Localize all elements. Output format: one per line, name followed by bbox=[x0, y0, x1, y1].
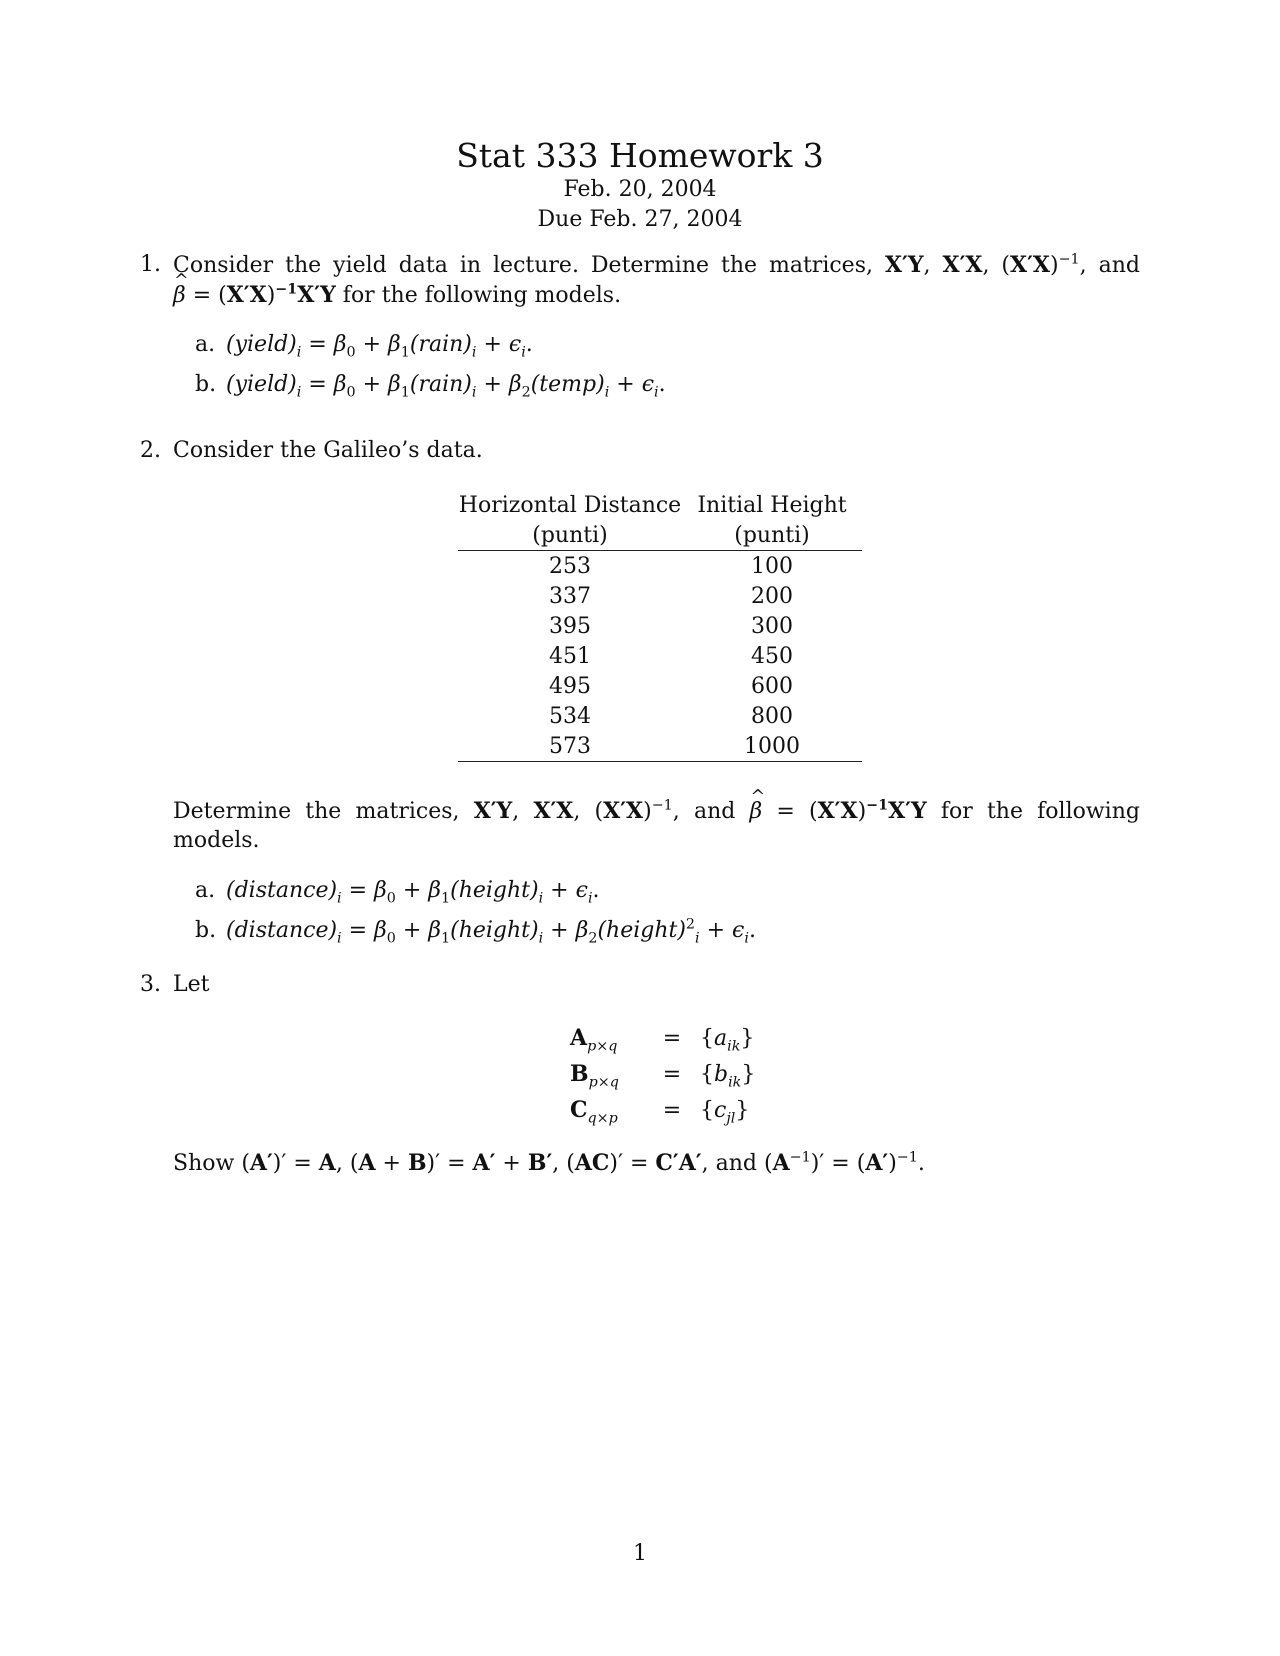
assignment-date: Feb. 20, 2004 bbox=[563, 177, 717, 202]
table-cell: 800 bbox=[751, 703, 793, 729]
table-row bbox=[458, 581, 862, 611]
galileo-table bbox=[458, 490, 862, 762]
definition-c: $C_{q\times p}$ = $\{c_{jl}\}$ bbox=[570, 1097, 750, 1127]
show-and: and bbox=[715, 1151, 757, 1176]
table-cell: 534 bbox=[549, 703, 591, 729]
problem-1a-label: a. bbox=[195, 332, 216, 357]
problem-1-and: and bbox=[1098, 253, 1140, 278]
problem-2a-equation: $(distance)_i = \beta_0$ + $\beta_1(height)_i + \epsilon_i$. bbox=[226, 878, 600, 907]
table-row bbox=[458, 671, 862, 701]
problem-2-determine-line-2: models. bbox=[173, 828, 260, 853]
column-unit-height: (punti) bbox=[734, 522, 810, 548]
problem-1a-equation: $(yield)_i = \beta_0$ + $\beta_1(rain)_i + \epsilon_i$. bbox=[226, 332, 533, 361]
table-cell: 573 bbox=[549, 733, 591, 759]
table-row bbox=[458, 551, 862, 581]
problem-3-intro: Let bbox=[173, 972, 210, 997]
table-rule-bottom bbox=[458, 761, 862, 762]
problem-2-number: 2. bbox=[140, 438, 161, 463]
table-cell: 450 bbox=[751, 643, 793, 669]
problem-2-and: and bbox=[693, 799, 736, 824]
due-date: Due Feb. 27, 2004 bbox=[537, 207, 743, 232]
table-cell: 495 bbox=[549, 673, 591, 699]
problem-1-text: Consider the yield data in lecture. Determine the matrices, bbox=[173, 253, 873, 278]
problem-2-determine-tail: for the following bbox=[940, 799, 1140, 824]
show-word: Show bbox=[173, 1151, 235, 1176]
definition-b: $B_{p\times q}$ = $\{b_{ik}\}$ bbox=[570, 1061, 756, 1091]
table-row bbox=[458, 731, 862, 761]
problem-1-line-2: ^ $\beta = (X'X)^{-1}X'Y$ for the following models. bbox=[173, 282, 621, 308]
table-cell: 100 bbox=[751, 553, 793, 579]
column-unit-distance: (punti) bbox=[532, 522, 608, 548]
problem-2b-label: b. bbox=[195, 918, 217, 943]
problem-2-determine-text: Determine the matrices, bbox=[173, 799, 460, 824]
problem-2-determine-line-1: Determine the matrices, X′Y, X′X, $(X'X)^{-1}$, and ^ $\beta = (X'X)^{-1}X'Y$ for the following bbox=[173, 798, 1140, 824]
table-header-row bbox=[458, 490, 862, 520]
table-cell: 1000 bbox=[744, 733, 800, 759]
problem-1-line-1: Consider the yield data in lecture. Determine the matrices, X′Y, X′X, $(X'X)^{-1}$, and bbox=[173, 251, 1140, 278]
table-cell: 451 bbox=[549, 643, 591, 669]
problem-1-number: 1. bbox=[140, 252, 161, 277]
table-row bbox=[458, 701, 862, 731]
table-cell: 395 bbox=[549, 613, 591, 639]
table-row bbox=[458, 641, 862, 671]
problem-2a-label: a. bbox=[195, 878, 216, 903]
table-cell: 200 bbox=[751, 583, 793, 609]
problem-3-show-statement: Show (A′)′ = A, (A + B)′ = A′ + B′, (AC)′ = C′A′, and $(A^{-1})' = (A')^{-1}$. bbox=[173, 1149, 925, 1176]
table-cell: 253 bbox=[549, 553, 591, 579]
table-row bbox=[458, 611, 862, 641]
problem-1b-label: b. bbox=[195, 372, 217, 397]
problem-1b-equation: $(yield)_i = \beta_0$ + $\beta_1(rain)_i$ + $\beta_2(temp)_i + \epsilon_i$. bbox=[226, 372, 666, 401]
problem-2b-equation: $(distance)_i = \beta_0$ + $\beta_1(height)_i$ + $\beta_2(height)^2_i + \epsilon_i$. bbox=[226, 916, 756, 947]
problem-1-tail: for the following models. bbox=[342, 283, 622, 308]
column-header-height: Initial Height bbox=[697, 492, 847, 518]
column-header-distance: Horizontal Distance bbox=[458, 492, 682, 518]
page-number: 1 bbox=[633, 1541, 647, 1566]
table-cell: 300 bbox=[751, 613, 793, 639]
definition-a: $A_{p\times q}$ = $\{a_{ik}\}$ bbox=[570, 1025, 755, 1055]
problem-3-number: 3. bbox=[140, 972, 161, 997]
table-cell: 337 bbox=[549, 583, 591, 609]
matrix-definitions bbox=[570, 1020, 820, 1128]
problem-2-intro: Consider the Galileo’s data. bbox=[173, 438, 483, 463]
table-unit-row bbox=[458, 520, 862, 550]
page-title: Stat 333 Homework 3 bbox=[456, 136, 824, 175]
table-cell: 600 bbox=[751, 673, 793, 699]
